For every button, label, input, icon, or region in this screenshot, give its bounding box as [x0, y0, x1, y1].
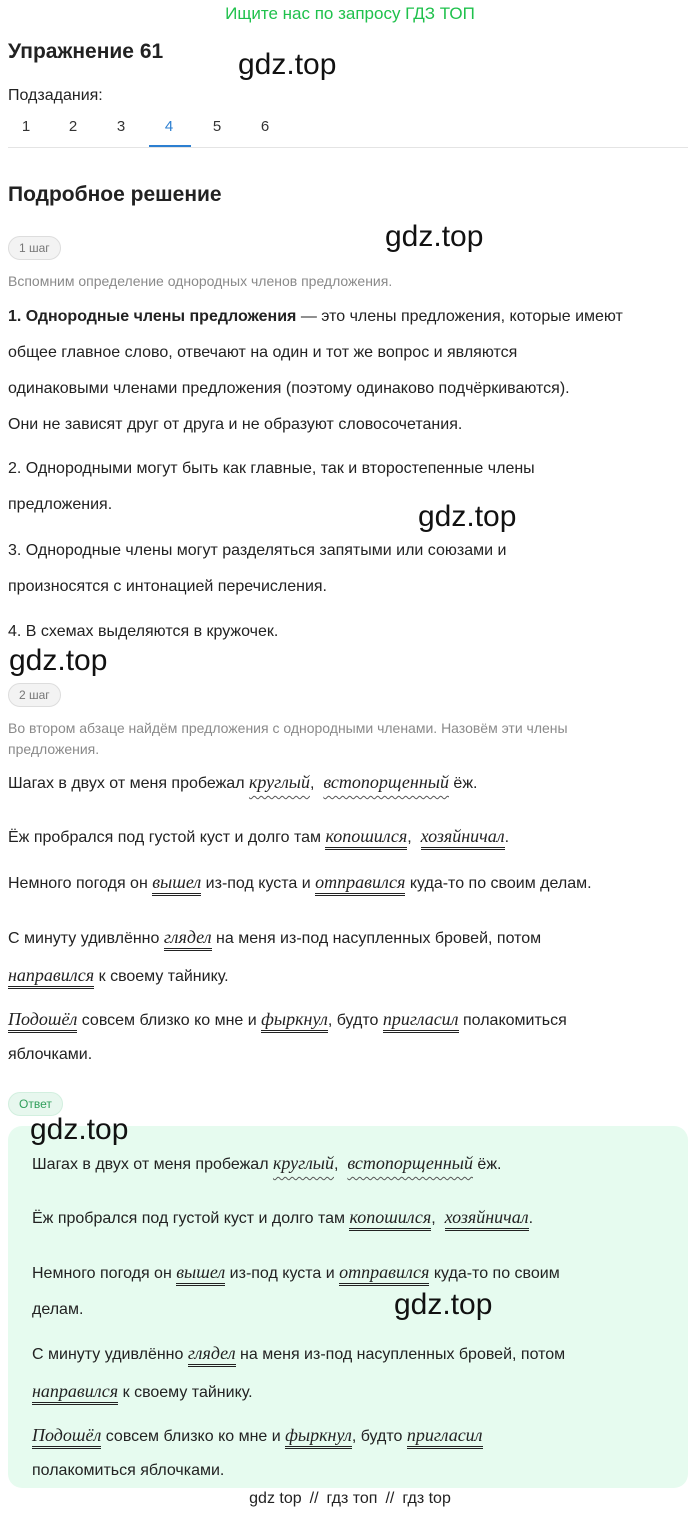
definition-term: 1. Однородные члены предложения	[8, 308, 297, 325]
sentence-text: куда-то по своим	[429, 1265, 560, 1282]
subtask-tabs	[8, 110, 688, 148]
sentence-text: куда-то по своим делам.	[405, 875, 592, 892]
definition-text: — это члены предложения, которые имеют	[296, 308, 623, 325]
sentence-text: , будто	[351, 1428, 407, 1445]
homogeneous-predicate: Подошёл	[32, 1425, 101, 1449]
homogeneous-predicate: копошился	[349, 1207, 431, 1231]
sentence-text: к своему тайнику.	[94, 968, 229, 985]
answer-sentence-4	[32, 1334, 682, 1412]
sentence-text: совсем близко ко мне и	[77, 1012, 262, 1029]
homogeneous-predicate: вышел	[176, 1262, 225, 1286]
step-1-badge: 1 шаг	[8, 236, 61, 260]
rule-2-line: 2. Однородными могут быть как главные, так и второстепенные члены	[8, 460, 535, 477]
tab-3[interactable]: 3	[116, 118, 126, 135]
answer-sentence-5	[32, 1416, 682, 1490]
link-gdz-top-mixed[interactable]: гдз top	[402, 1490, 451, 1507]
active-tab-indicator	[149, 145, 191, 147]
homogeneous-predicate: глядел	[188, 1343, 236, 1367]
homogeneous-predicate: копошился	[325, 826, 407, 850]
sentence-text: Шагах в двух от меня пробежал	[32, 1156, 273, 1173]
sentence-text: Ёж пробрался под густой куст и долго там	[32, 1210, 350, 1227]
homogeneous-predicate: пригласил	[383, 1009, 459, 1033]
rule-4: 4. В схемах выделяются в кружочек.	[8, 623, 279, 640]
step-2-hint-line: предложения.	[8, 741, 100, 757]
subtasks-label: Подзадания:	[8, 87, 103, 104]
sentence-text: яблочками.	[8, 1046, 93, 1063]
sentence-text: полакомиться яблочками.	[32, 1462, 225, 1479]
sentence-text: на меня из-под насупленных бровей, потом	[235, 1346, 566, 1363]
definition-paragraph	[8, 299, 698, 443]
answer-sentence-2	[32, 1207, 533, 1228]
definition-text: общее главное слово, отвечают на один и тот же вопрос и являются	[8, 344, 518, 361]
rule-2-line: предложения.	[8, 496, 113, 513]
bottom-links	[0, 1490, 700, 1508]
sentence-text: полакомиться	[458, 1012, 567, 1029]
sentence-text: из-под куста и	[225, 1265, 340, 1282]
sentence-5	[8, 1000, 698, 1074]
homogeneous-predicate: отправился	[315, 872, 405, 896]
rule-3-line: 3. Однородные члены могут разделяться запятыми или союзами и	[8, 542, 507, 559]
step-2-hint	[8, 718, 568, 760]
homogeneous-member: встопорщенный	[323, 772, 449, 792]
rule-3-line: произносятся с интонацией перечисления.	[8, 578, 327, 595]
homogeneous-member: встопорщенный	[347, 1153, 473, 1173]
watermark: gdz.top	[238, 48, 337, 81]
watermark: gdz.top	[418, 500, 517, 533]
sentence-text: делам.	[32, 1301, 84, 1318]
sentence-text: С минуту удивлённо	[32, 1346, 188, 1363]
rule-3	[8, 533, 506, 605]
solution-title: Подробное решение	[8, 183, 222, 206]
sentence-text: Ёж пробрался под густой куст и долго там	[8, 829, 326, 846]
sentence-1	[8, 772, 477, 793]
sentence-2	[8, 826, 509, 847]
step-1-hint: Вспомним определение однородных членов предложения.	[8, 273, 393, 289]
sentence-text: к своему тайнику.	[118, 1384, 253, 1401]
sentence-text: Немного погодя он	[32, 1265, 177, 1282]
watermark: gdz.top	[30, 1113, 129, 1146]
watermark: gdz.top	[9, 644, 108, 677]
watermark: gdz.top	[385, 220, 484, 253]
step-2-hint-line: Во втором абзаце найдём предложения с однородными членами. Назовём эти члены	[8, 720, 568, 736]
homogeneous-predicate: направился	[8, 965, 94, 989]
separator: //	[385, 1490, 395, 1507]
homogeneous-predicate: пригласил	[407, 1425, 483, 1449]
search-banner: Ищите нас по запросу ГДЗ ТОП	[225, 4, 475, 23]
separator: //	[309, 1490, 319, 1507]
comma: ,	[431, 1210, 445, 1227]
step-2-badge: 2 шаг	[8, 683, 61, 707]
answer-sentence-3	[32, 1253, 682, 1329]
sentence-text: Шагах в двух от меня пробежал	[8, 775, 249, 792]
sentence-text: Немного погодя он	[8, 875, 153, 892]
homogeneous-predicate: фыркнул	[261, 1009, 328, 1033]
tab-1[interactable]: 1	[21, 118, 31, 135]
homogeneous-predicate: направился	[32, 1381, 118, 1405]
watermark: gdz.top	[394, 1288, 493, 1321]
sentence-text: .	[504, 829, 510, 846]
exercise-title: Упражнение 61	[8, 40, 164, 63]
comma: ,	[309, 775, 324, 792]
sentence-text: С минуту удивлённо	[8, 930, 164, 947]
homogeneous-predicate: отправился	[339, 1262, 429, 1286]
sentence-text: .	[528, 1210, 534, 1227]
sentence-text: из-под куста и	[201, 875, 316, 892]
sentence-text: на меня из-под насупленных бровей, потом	[211, 930, 542, 947]
tab-2[interactable]: 2	[68, 118, 78, 135]
homogeneous-member: круглый	[272, 1153, 334, 1173]
homogeneous-predicate: хозяйничал	[445, 1207, 529, 1231]
definition-text: Они не зависят друг от друга и не образуют словосочетания.	[8, 416, 463, 433]
tab-6[interactable]: 6	[260, 118, 270, 135]
sentence-text: ёж.	[448, 775, 478, 792]
homogeneous-predicate: хозяйничал	[421, 826, 505, 850]
homogeneous-predicate: фыркнул	[285, 1425, 352, 1449]
definition-text: одинаковыми членами предложения (поэтому одинаково подчёркиваются).	[8, 380, 570, 397]
comma: ,	[333, 1156, 348, 1173]
homogeneous-predicate: вышел	[152, 872, 201, 896]
sentence-3	[8, 872, 592, 893]
sentence-text: совсем близко ко мне и	[101, 1428, 286, 1445]
sentence-text: , будто	[327, 1012, 383, 1029]
answer-sentence-1	[32, 1153, 501, 1174]
answer-badge: Ответ	[8, 1092, 63, 1116]
comma: ,	[407, 829, 421, 846]
homogeneous-member: круглый	[248, 772, 310, 792]
link-gdz-top[interactable]: gdz top	[249, 1490, 302, 1507]
sentence-4	[8, 918, 698, 996]
tab-4[interactable]: 4	[164, 118, 174, 135]
tab-5[interactable]: 5	[212, 118, 222, 135]
homogeneous-predicate: глядел	[164, 927, 212, 951]
link-gdz-top-ru[interactable]: гдз топ	[326, 1490, 378, 1507]
homogeneous-predicate: Подошёл	[8, 1009, 77, 1033]
sentence-text: ёж.	[472, 1156, 502, 1173]
